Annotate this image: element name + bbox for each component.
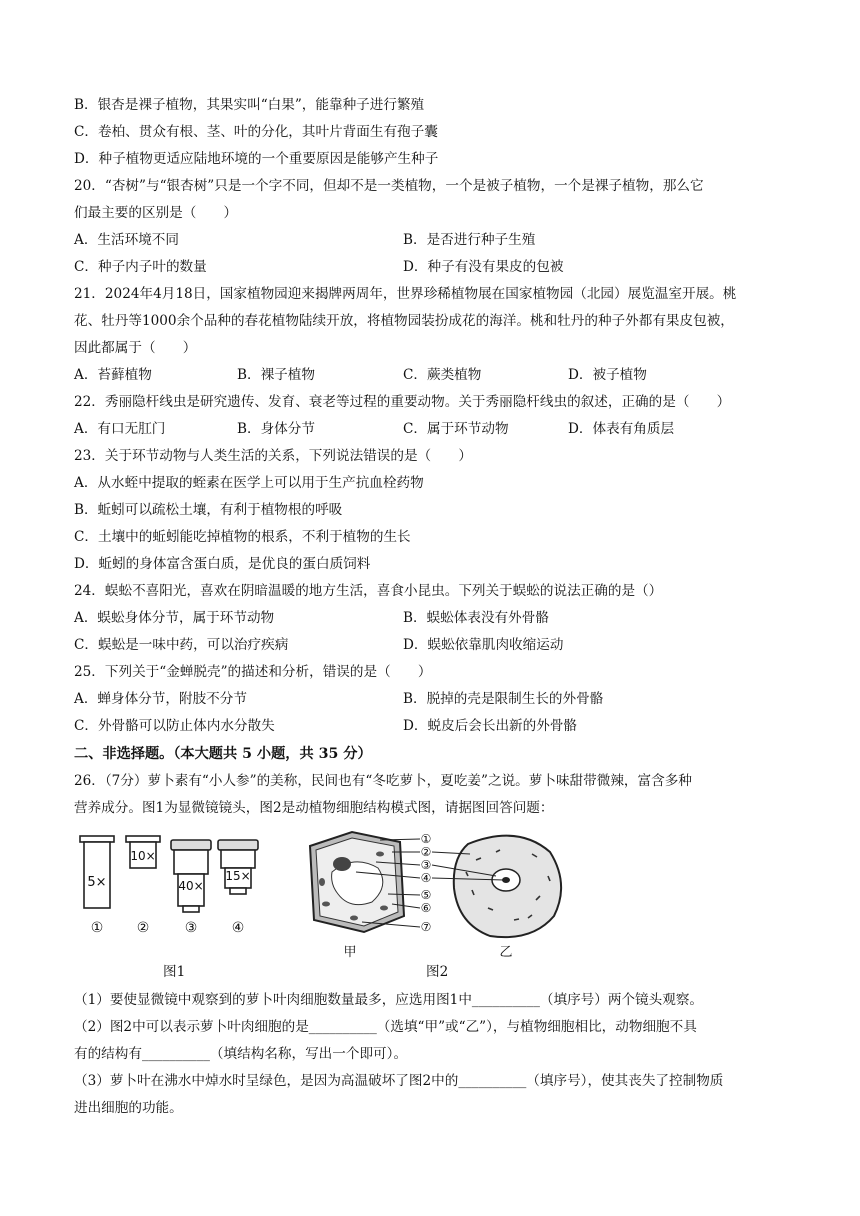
cell-label-2: ②	[420, 845, 432, 859]
q25-option-c: C．外骨骼可以防止体内水分散失	[74, 718, 275, 734]
q26-stem: 26．（7分）萝卜素有“小人参”的美称，民间也有“冬吃萝卜，夏吃姜”之说。萝卜味甜带微辣，富含多种	[74, 773, 692, 789]
cell-label-6: ⑥	[420, 901, 432, 915]
q23-option-c: C．土壤中的蚯蚓能吃掉植物的根系，不利于植物的生长	[74, 529, 411, 545]
lens-2-label: 10×	[130, 849, 156, 863]
q22-stem: 22．秀丽隐杆线虫是研究遗传、发育、衰老等过程的重要动物。关于秀丽隐杆线虫的叙述，正确的是（ ）	[74, 394, 731, 410]
q25-option-a: A．蝉身体分节，附肢不分节	[74, 691, 247, 707]
lens-2-number: ②	[136, 920, 150, 936]
q20-option-b: B．是否进行种子生殖	[403, 232, 536, 248]
q21-stem-cont: 花、牡丹等1000余个品种的春花植物陆续开放，将植物园装扮成花的海洋。桃和牡丹的种子外都有果皮包被，	[74, 313, 734, 329]
plant-cell-caption: 甲	[343, 945, 357, 960]
q24-option-d: D．蜈蚣依靠肌肉收缩运动	[403, 637, 564, 653]
q21-stem: 21．2024年4月18日，国家植物园迎来揭牌两周年，世界珍稀植物展在国家植物园（北园）展览温室开展。桃	[74, 286, 737, 302]
q19-option-c: C．卷柏、贯众有根、茎、叶的分化，其叶片背面生有孢子囊	[74, 124, 438, 140]
lens-4-number: ④	[231, 920, 245, 936]
figure-1-caption: 图1	[163, 964, 186, 980]
q26-sub-1: （1）要使显微镜中观察到的萝卜叶肉细胞数量最多，应选用图1中__________（填序号）两个镜头观察。	[74, 992, 704, 1008]
q20-option-a: A．生活环境不同	[74, 232, 179, 248]
q22-option-b: B．身体分节	[237, 421, 315, 437]
q23-option-b: B．蚯蚓可以疏松土壤，有利于植物根的呼吸	[74, 502, 343, 518]
q25-option-b: B．脱掉的壳是限制生长的外骨骼	[403, 691, 604, 707]
q21-stem-end: 因此都属于（ ）	[74, 340, 197, 356]
plant-nucleus	[333, 857, 351, 871]
q21-option-b: B．裸子植物	[237, 367, 315, 383]
q25-option-d: D．蜕皮后会长出新的外骨骼	[403, 718, 578, 734]
q20-stem: 20．“杏树”与“银杏树”只是一个字不同，但却不是一类植物，一个是被子植物，一个是裸子植物，那么它	[74, 178, 704, 194]
q20-stem-cont: 们最主要的区别是（ ）	[74, 205, 238, 221]
q23-option-a: A．从水蛭中提取的蛭素在医学上可以用于生产抗血栓药物	[74, 475, 424, 491]
q21-option-d: D．被子植物	[568, 367, 647, 383]
q23-option-d: D．蚯蚓的身体富含蛋白质，是优良的蛋白质饲料	[74, 556, 371, 572]
lens-1-label: 5×	[87, 875, 107, 890]
q24-option-a: A．蜈蚣身体分节，属于环节动物	[74, 610, 275, 626]
figure-1-microscope-lenses	[74, 822, 274, 962]
cell-label-3: ③	[420, 858, 432, 872]
q23-stem: 23．关于环节动物与人类生活的关系，下列说法错误的是（ ）	[74, 448, 472, 464]
lens-3-label: 40×	[178, 879, 204, 893]
q22-option-c: C．属于环节动物	[403, 421, 509, 437]
q26-sub-2: （2）图2中可以表示萝卜叶肉细胞的是__________（选填“甲”或“乙”），与植物细胞相比，动物细胞不具	[74, 1019, 697, 1035]
figure-2-caption: 图2	[426, 964, 449, 980]
animal-cell-caption: 乙	[499, 945, 513, 960]
q25-stem: 25．下列关于“金蝉脱壳”的描述和分析，错误的是（ ）	[74, 664, 432, 680]
section-2-heading: 二、非选择题。（本大题共 5 小题，共 35 分）	[74, 746, 372, 762]
q20-option-c: C．种子内子叶的数量	[74, 259, 207, 275]
q19-option-b: B．银杏是裸子植物，其果实叫“白果”，能靠种子进行繁殖	[74, 97, 425, 113]
q22-option-a: A．有口无肛门	[74, 421, 166, 437]
q26-stem-cont: 营养成分。图1为显微镜镜头，图2是动植物细胞结构模式图，请据图回答问题：	[74, 800, 554, 816]
q20-option-d: D．种子有没有果皮的包被	[403, 259, 564, 275]
q24-option-b: B．蜈蚣体表没有外骨骼	[403, 610, 549, 626]
q26-sub-2-cont: 有的结构有__________（填结构名称，写出一个即可）。	[74, 1046, 408, 1062]
cell-label-4: ④	[420, 871, 432, 885]
lens-3-number: ③	[184, 920, 198, 936]
q21-option-c: C．蕨类植物	[403, 367, 482, 383]
cell-label-1: ①	[420, 832, 432, 846]
lens-4-label: 15×	[225, 869, 251, 883]
q26-sub-3: （3）萝卜叶在沸水中焯水时呈绿色，是因为高温破坏了图2中的__________（填序号），使其丧失了控制物质	[74, 1073, 724, 1089]
q24-option-c: C．蜈蚣是一味中药，可以治疗疾病	[74, 637, 289, 653]
q26-sub-3-cont: 进出细胞的功能。	[74, 1100, 183, 1116]
q24-stem: 24．蜈蚣不喜阳光，喜欢在阴暗温暖的地方生活，喜食小昆虫。下列关于蜈蚣的说法正确的是（）	[74, 583, 663, 599]
cell-label-7: ⑦	[420, 920, 432, 934]
lens-1-number: ①	[90, 920, 104, 936]
figure-2-cell-diagram	[292, 824, 572, 964]
cell-label-5: ⑤	[420, 888, 432, 902]
q19-option-d: D．种子植物更适应陆地环境的一个重要原因是能够产生种子	[74, 151, 439, 167]
q21-option-a: A．苔藓植物	[74, 367, 152, 383]
q22-option-d: D．体表有角质层	[568, 421, 675, 437]
